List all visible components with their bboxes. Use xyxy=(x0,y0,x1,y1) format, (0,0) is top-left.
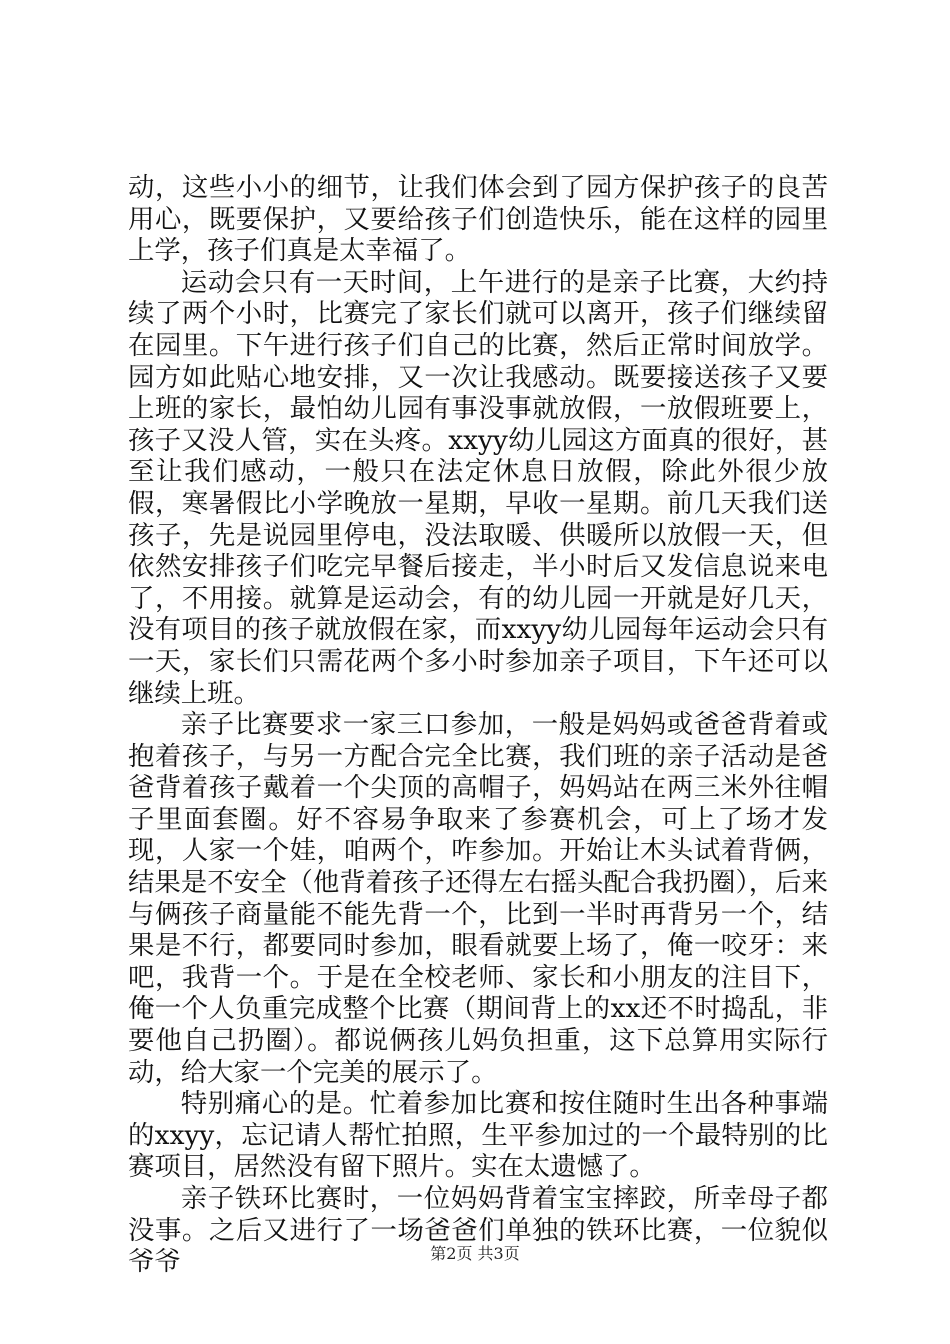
paragraph-5: 亲子铁环比赛时，一位妈妈背着宝宝摔跤，所幸母子都没事。之后又进行了一场爸爸们单独的铁环比赛，一位貌似爷爷 xyxy=(128,1183,828,1278)
paragraph-3: 亲子比赛要求一家三口参加，一般是妈妈或爸爸背着或抱着孩子，与另一方配合完全比赛，我们班的亲子活动是爸爸背着孩子戴着一个尖顶的高帽子，妈妈站在两三米外往帽子里面套圈。好不容易争取来了参赛机会，可上了场才发现，人家一个娃，咱两个，咋参加。开始让木头试着背俩，结果是不安全（他背着孩子还得左右摇头配合我扔圈），后来与俩孩子商量能不能先背一个，比到一半时再背另一个，结果是不行，都要同时参加，眼看就要上场了，俺一咬牙：来吧，我背一个。于是在全校老师、家长和小朋友的注目下，俺一个人负重完成整个比赛（期间背上的xx还不时捣乱，非要他自己扔圈）。都说俩孩儿妈负担重，这下总算用实际行动，给大家一个完美的展示了。 xyxy=(128,709,828,1088)
paragraph-4: 特别痛心的是。忙着参加比赛和按住随时生出各种事端的xxyy，忘记请人帮忙拍照，生平参加过的一个最特别的比赛项目，居然没有留下照片。实在太遗憾了。 xyxy=(128,1088,828,1183)
paragraph-2: 运动会只有一天时间，上午进行的是亲子比赛，大约持续了两个小时，比赛完了家长们就可以离开，孩子们继续留在园里。下午进行孩子们自己的比赛，然后正常时间放学。园方如此贴心地安排，又一次让我感动。既要接送孩子又要上班的家长，最怕幼儿园有事没事就放假，一放假班要上，孩子又没人管，实在头疼。xxyy幼儿园这方面真的很好，甚至让我们感动，一般只在法定休息日放假，除此外很少放假，寒暑假比小学晚放一星期，早收一星期。前几天我们送孩子，先是说园里停电，没法取暖、供暖所以放假一天，但依然安排孩子们吃完早餐后接走，半小时后又发信息说来电了，不用接。就算是运动会，有的幼儿园一开就是好几天，没有项目的孩子就放假在家，而xxyy幼儿园每年运动会只有一天，家长们只需花两个多小时参加亲子项目，下午还可以继续上班。 xyxy=(128,266,828,709)
page-footer: 第2页 共3页 xyxy=(430,1244,520,1263)
body-text xyxy=(128,172,828,1278)
paragraph-1: 动，这些小小的细节，让我们体会到了园方保护孩子的良苦用心，既要保护，又要给孩子们创造快乐，能在这样的园里上学，孩子们真是太幸福了。 xyxy=(128,172,828,267)
